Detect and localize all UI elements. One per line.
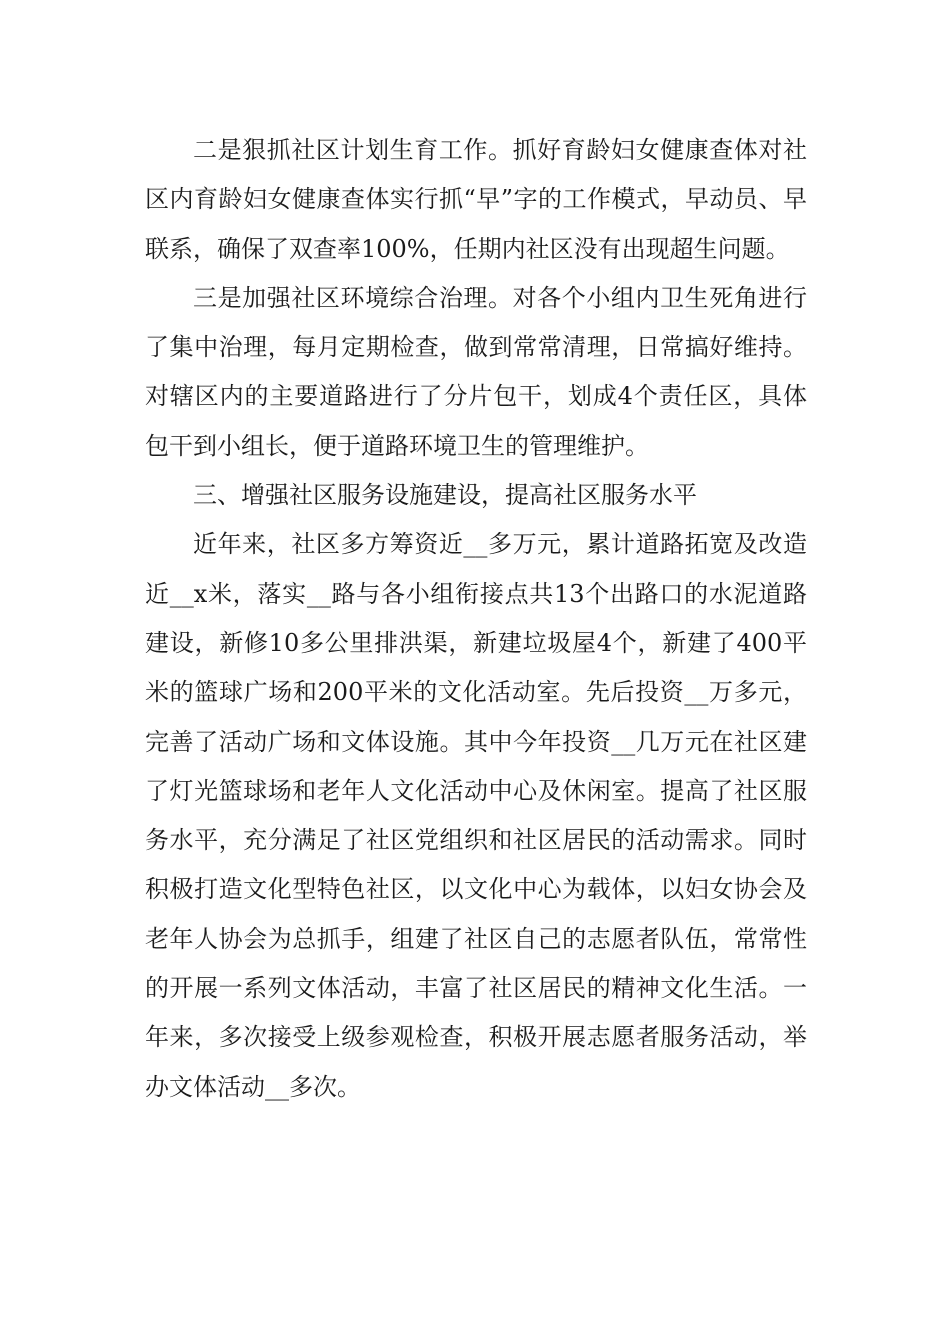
paragraph-environment: 三是加强社区环境综合治理。对各个小组内卫生死角进行了集中治理，每月定期检查，做到常常清理，日常搞好维持。对辖区内的主要道路进行了分片包干，划成4个责任区，具体包干到小组长，便于道路环境卫生的管理维护。 bbox=[145, 283, 807, 460]
document-body bbox=[145, 126, 807, 1112]
paragraph-family-planning: 二是狠抓社区计划生育工作。抓好育龄妇女健康查体对社区内育龄妇女健康查体实行抓“早”字的工作模式，早动员、早联系，确保了双查率100%，任期内社区没有出现超生问题。 bbox=[145, 136, 807, 263]
paragraph-facilities: 近年来，社区多方筹资近__多万元，累计道路拓宽及改造近__x米，落实__路与各小组衔接点共13个出路口的水泥道路建设，新修10多公里排洪渠，新建垃圾屋4个，新建了400平米的篮球广场和200平米的文化活动室。先后投资__万多元，完善了活动广场和文体设施。其中今年投资__几万元在社区建了灯光篮球场和老年人文化活动中心及休闲室。提高了社区服务水平，充分满足了社区党组织和社区居民的活动需求。同时积极打造文化型特色社区，以文化中心为载体，以妇女协会及老年人协会为总抓手，组建了社区自己的志愿者队伍，常常性的开展一系列文体活动，丰富了社区居民的精神文化生活。一年来，多次接受上级参观检查，积极开展志愿者服务活动，举办文体活动__多次。 bbox=[145, 530, 807, 1101]
section-heading-services: 三、增强社区服务设施建设，提高社区服务水平 bbox=[193, 481, 697, 510]
